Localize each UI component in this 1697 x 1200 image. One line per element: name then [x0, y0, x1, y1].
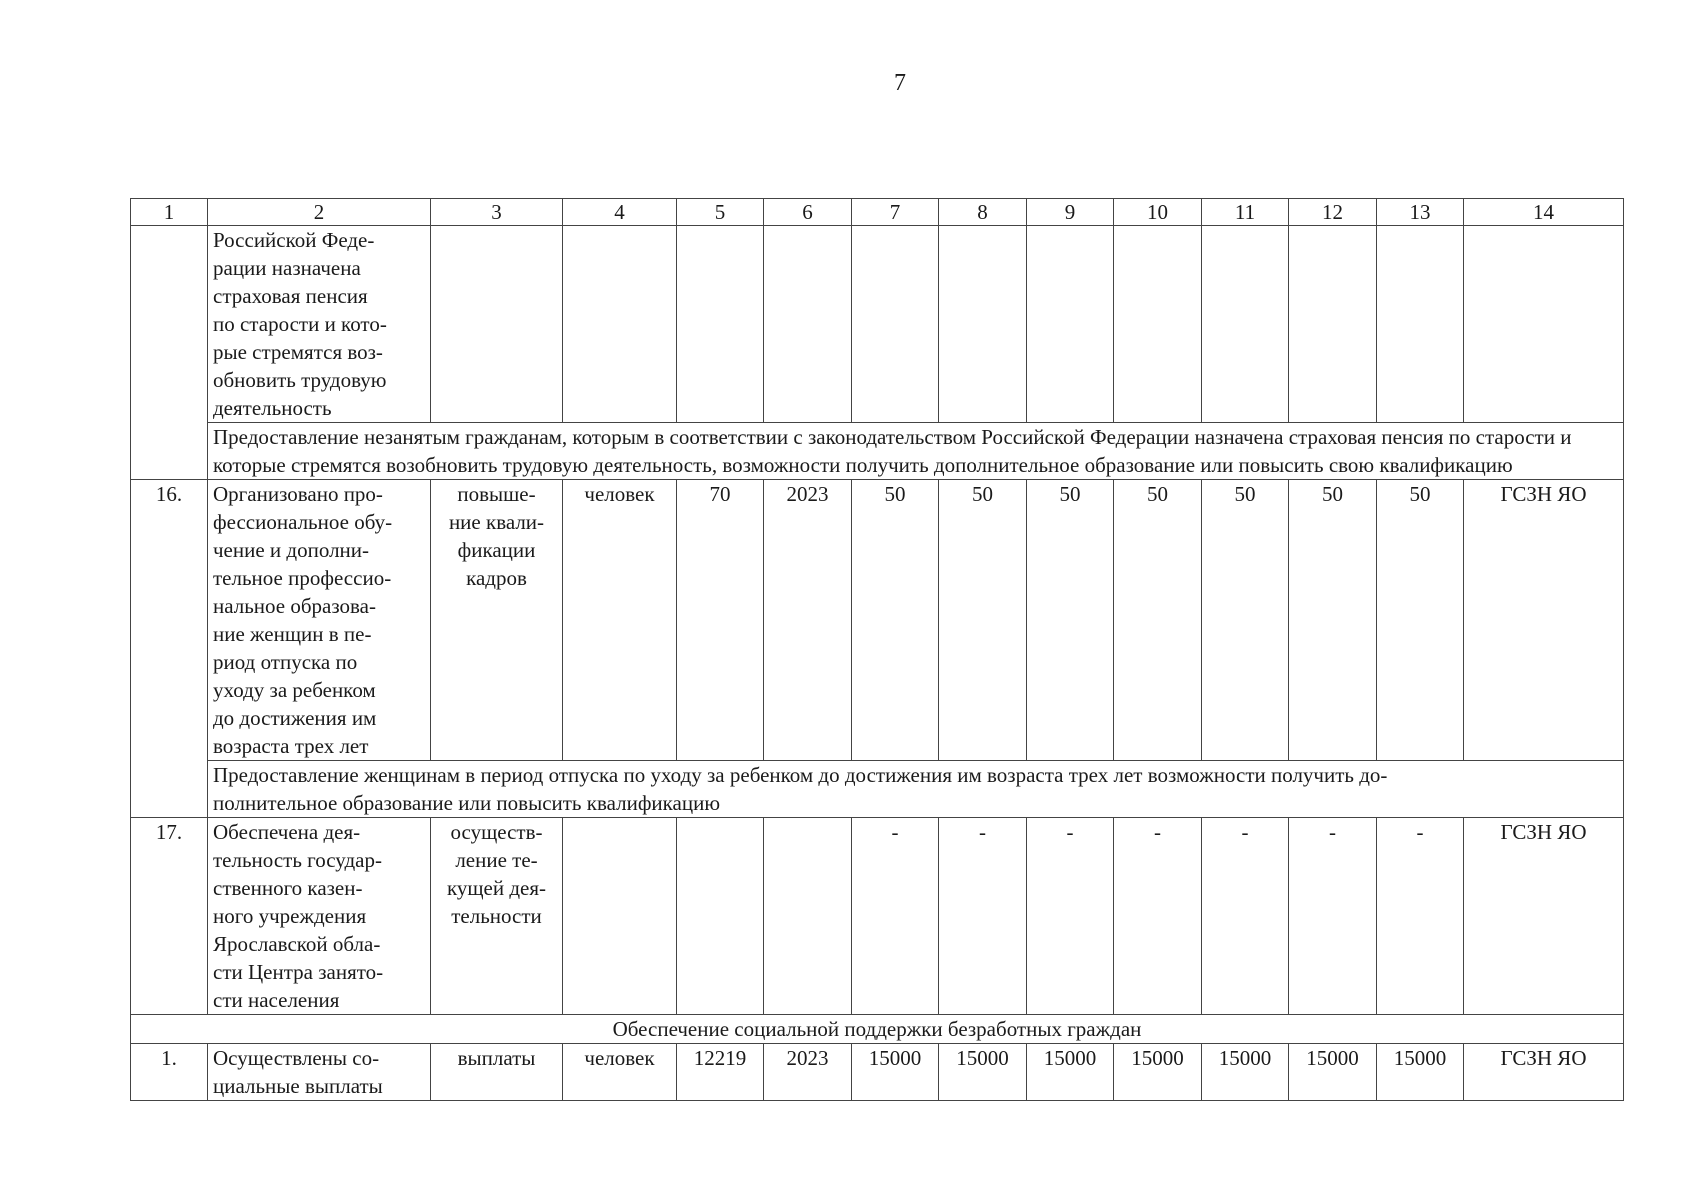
section-row [131, 1015, 1624, 1044]
result-row [131, 761, 1624, 818]
table-cell [1377, 226, 1464, 423]
row-number-cell [131, 226, 208, 480]
value-cell: - [1202, 818, 1289, 1015]
table-cell [1027, 226, 1114, 423]
executor-cell: ГСЗН ЯО [1464, 480, 1624, 761]
result-description: Предоставление женщинам в период отпуска по уходу за ребенком до достижения им возраста трех лет возможности получить до- полнительное образование или повысить квалификацию [208, 761, 1624, 818]
value-cell: 15000 [1377, 1044, 1464, 1101]
table-cell [1464, 226, 1624, 423]
measures-table [130, 198, 1624, 1101]
value-cell: - [1027, 818, 1114, 1015]
column-header: 13 [1377, 199, 1464, 226]
value-cell: 15000 [939, 1044, 1027, 1101]
column-header: 11 [1202, 199, 1289, 226]
value-cell: 15000 [1027, 1044, 1114, 1101]
value-cell: 50 [1289, 480, 1377, 761]
row-number: 1. [131, 1044, 208, 1101]
result-description: Предоставление незанятым гражданам, которым в соответствии с законодательством Российской Федерации назначена страховая пенсия по старости и которые стремятся возобновить трудовую деятельность, возможности получить дополнительное образование или повысить свою квалификацию [208, 423, 1624, 480]
value-cell: 50 [1202, 480, 1289, 761]
result-row [131, 423, 1624, 480]
table-row [131, 818, 1624, 1015]
table-row [131, 226, 1624, 423]
measure-name-cell: Организовано про- фессиональное обу- чение и дополни- тельное профессио- нальное образова- ние женщин в пе- риод отпуска по уходу за ребенком до достижения им возраста трех лет [208, 480, 431, 761]
column-header: 6 [764, 199, 852, 226]
measure-name-cell: Осуществлены со- циальные выплаты [208, 1044, 431, 1101]
value-cell: - [1289, 818, 1377, 1015]
table-cell [1114, 226, 1202, 423]
table-row [131, 480, 1624, 761]
column-header: 10 [1114, 199, 1202, 226]
table-cell [1202, 226, 1289, 423]
table-cell [1289, 226, 1377, 423]
executor-cell: ГСЗН ЯО [1464, 818, 1624, 1015]
unit-cell [563, 818, 677, 1015]
unit-cell: человек [563, 480, 677, 761]
column-header: 4 [563, 199, 677, 226]
measure-type-cell: выплаты [431, 1044, 563, 1101]
base-value-cell: 12219 [677, 1044, 764, 1101]
measure-name-cell: Обеспечена дея- тельность государ- ственного казен- ного учреждения Ярославской обла- сти Центра занято- сти населения [208, 818, 431, 1015]
row-number: 16. [131, 480, 208, 818]
table-cell [563, 226, 677, 423]
base-year-cell [764, 818, 852, 1015]
column-header: 1 [131, 199, 208, 226]
table-cell [939, 226, 1027, 423]
base-value-cell [677, 818, 764, 1015]
value-cell: 15000 [852, 1044, 939, 1101]
column-header: 5 [677, 199, 764, 226]
table-cell [677, 226, 764, 423]
measure-type-cell: осуществ- ление те- кущей дея- тельности [431, 818, 563, 1015]
row-number: 17. [131, 818, 208, 1015]
value-cell: 50 [852, 480, 939, 761]
column-number-row [131, 199, 1624, 226]
measure-name-cell: Российской Феде- рации назначена страховая пенсия по старости и кото- рые стремятся воз- обновить трудовую деятельность [208, 226, 431, 423]
measure-type-cell: повыше- ние квали- фикации кадров [431, 480, 563, 761]
value-cell: - [1114, 818, 1202, 1015]
column-header: 8 [939, 199, 1027, 226]
table-cell [852, 226, 939, 423]
table-row [131, 1044, 1624, 1101]
value-cell: 50 [1114, 480, 1202, 761]
table-cell [764, 226, 852, 423]
value-cell: 15000 [1289, 1044, 1377, 1101]
base-year-cell: 2023 [764, 480, 852, 761]
value-cell: 50 [939, 480, 1027, 761]
section-title: Обеспечение социальной поддержки безработных граждан [131, 1015, 1624, 1044]
unit-cell: человек [563, 1044, 677, 1101]
value-cell: - [852, 818, 939, 1015]
column-header: 2 [208, 199, 431, 226]
value-cell: 15000 [1114, 1044, 1202, 1101]
value-cell: 50 [1377, 480, 1464, 761]
column-header: 9 [1027, 199, 1114, 226]
value-cell: 15000 [1202, 1044, 1289, 1101]
value-cell: - [939, 818, 1027, 1015]
value-cell: 50 [1027, 480, 1114, 761]
table-cell [431, 226, 563, 423]
column-header: 3 [431, 199, 563, 226]
page-number: 7 [894, 70, 906, 96]
base-year-cell: 2023 [764, 1044, 852, 1101]
base-value-cell: 70 [677, 480, 764, 761]
executor-cell: ГСЗН ЯО [1464, 1044, 1624, 1101]
value-cell: - [1377, 818, 1464, 1015]
column-header: 12 [1289, 199, 1377, 226]
column-header: 7 [852, 199, 939, 226]
column-header: 14 [1464, 199, 1624, 226]
